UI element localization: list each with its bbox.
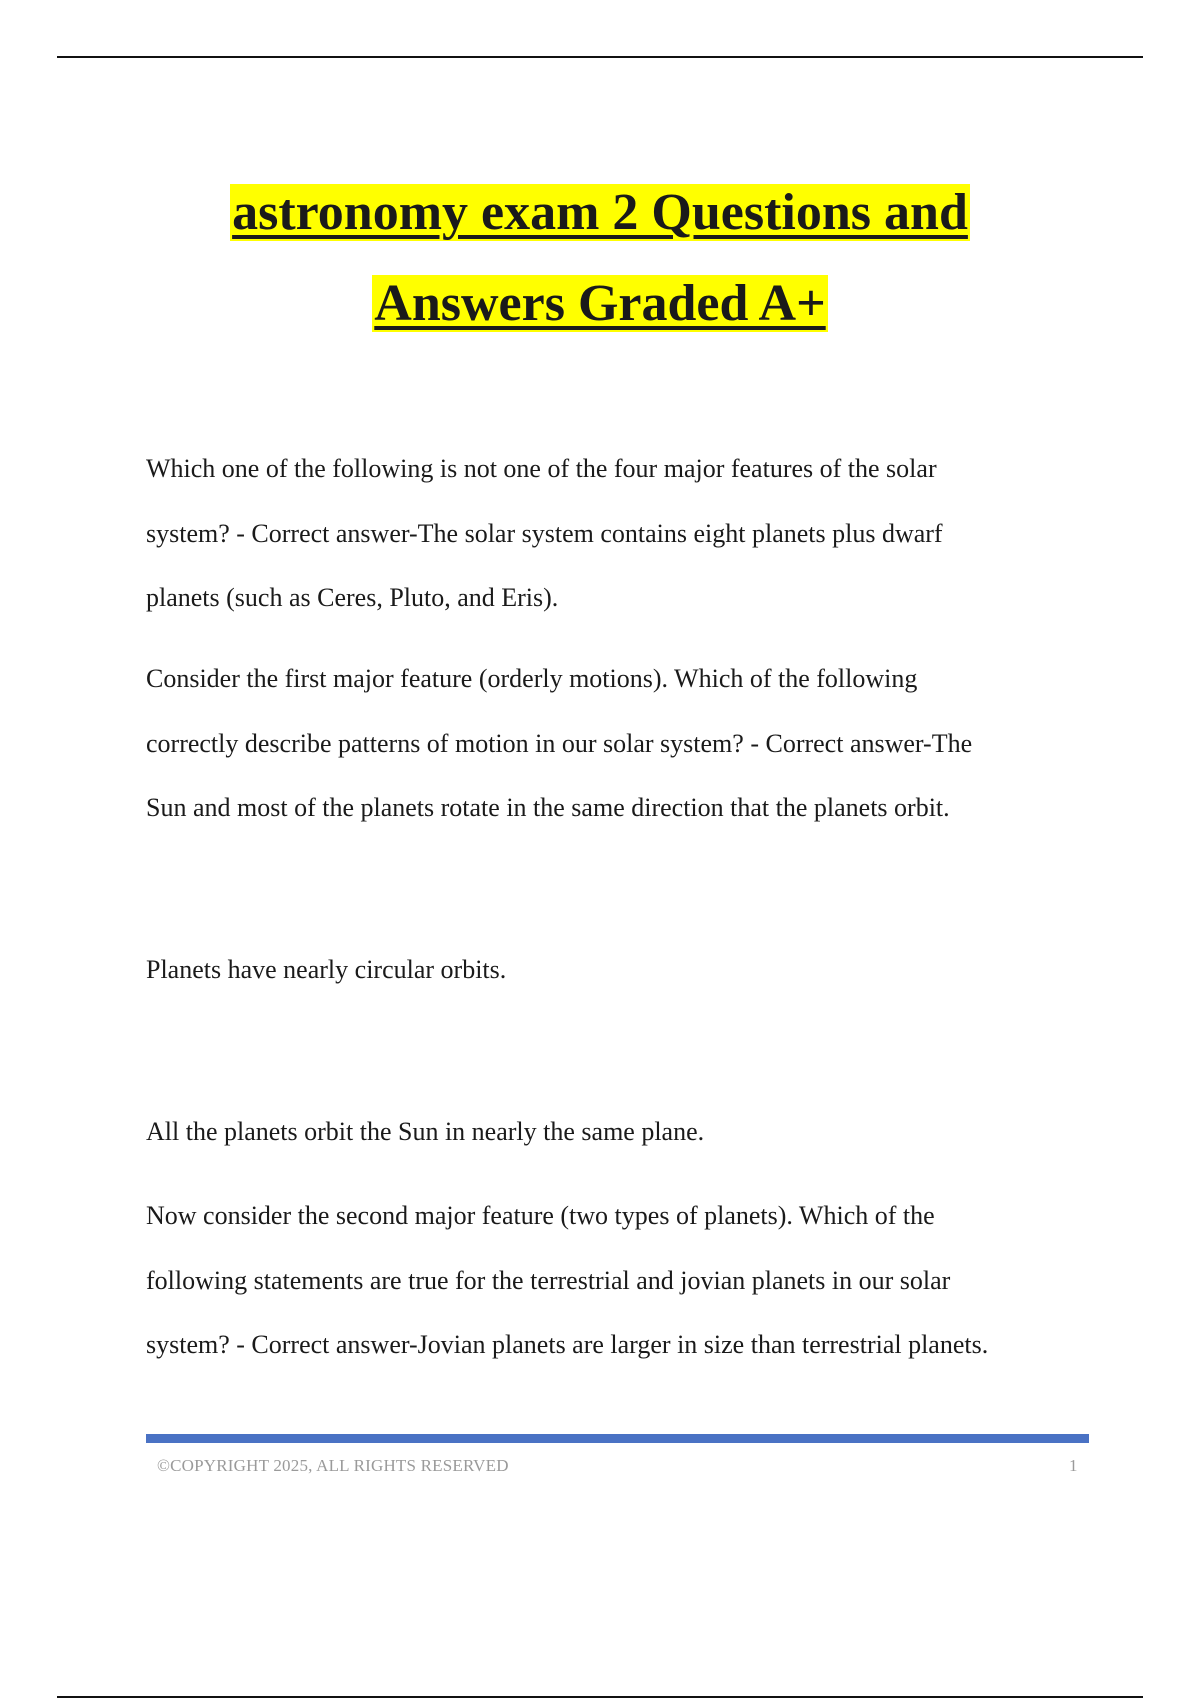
top-rule (57, 56, 1143, 58)
title-highlight-1: astronomy exam 2 Questions and (232, 184, 968, 241)
footer-page-number: 1 (1069, 1456, 1078, 1475)
document-title-line-2 (0, 274, 1200, 334)
footer-copyright: ©COPYRIGHT 2025, ALL RIGHTS RESERVED (157, 1456, 509, 1475)
footer-bar (146, 1434, 1089, 1443)
question-answer-paragraph: Which one of the following is not one of the four major features of the solar system? - Correct answer-The solar system contains eight planets plus dwarf planets (such as Ceres, Pluto, and Eris). (146, 454, 943, 612)
answer-continuation-paragraph: Planets have nearly circular orbits. (146, 955, 507, 984)
answer-continuation-paragraph: All the planets orbit the Sun in nearly the same plane. (146, 1117, 705, 1146)
title-highlight-2: Answers Graded A+ (374, 275, 826, 332)
question-answer-paragraph: Now consider the second major feature (two types of planets). Which of the following statements are true for the terrestrial and jovian planets in our solar system? - Correct answer-Jovian planets are larger in size than terrestrial planets. (146, 1201, 989, 1359)
document-title-line-1 (0, 183, 1200, 243)
bottom-rule (57, 1696, 1143, 1698)
question-answer-paragraph: Consider the first major feature (orderly motions). Which of the following correctly describe patterns of motion in our solar system? - Correct answer-The Sun and most of the planets rotate in the same direction that the planets orbit. (146, 664, 973, 822)
